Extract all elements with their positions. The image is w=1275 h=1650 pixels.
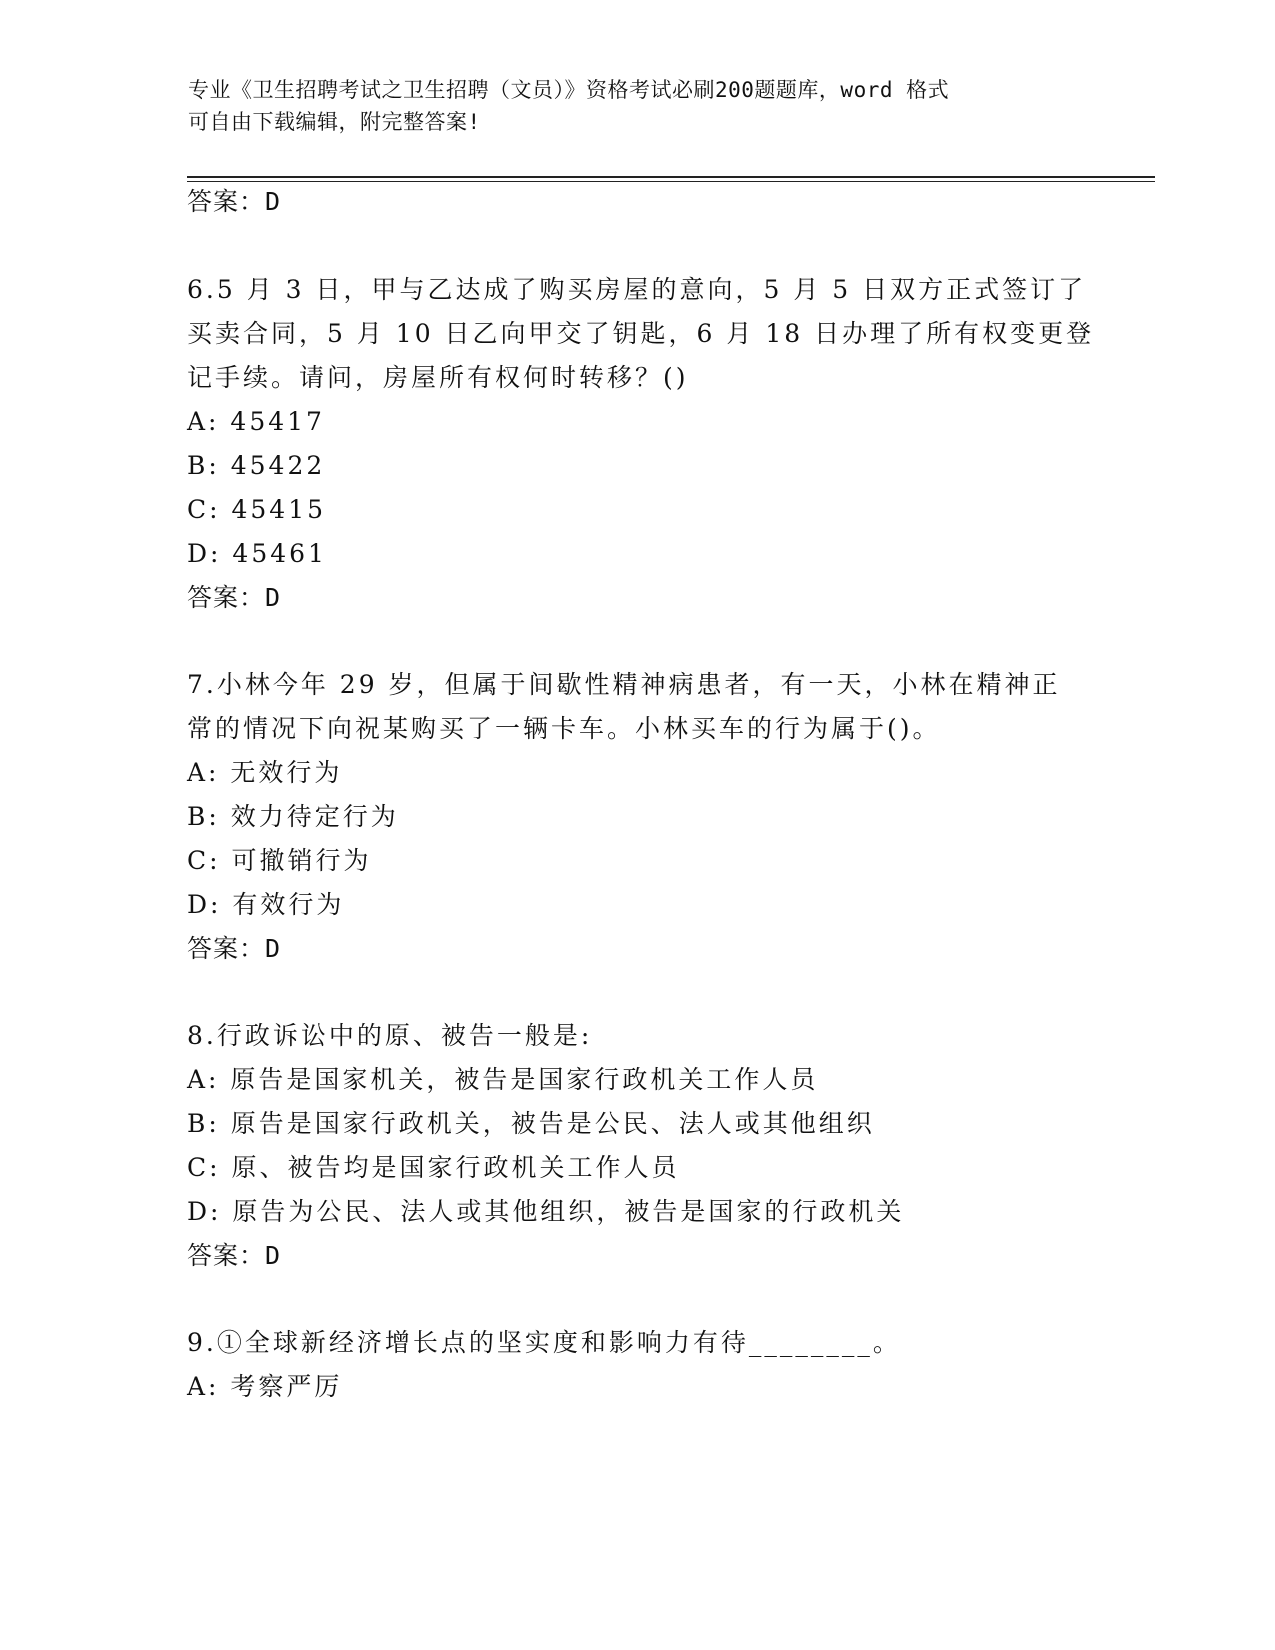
- q6-option-d: D: 45461: [187, 539, 327, 568]
- q7-option-c: C: 可撤销行为: [187, 846, 372, 875]
- q8-option-a: A: 原告是国家机关，被告是国家行政机关工作人员: [187, 1065, 819, 1094]
- q7-answer: 答案：D: [187, 934, 282, 963]
- q8-text-line-1: 8.行政诉讼中的原、被告一般是:: [187, 1021, 593, 1050]
- header-line-1: 专业《卫生招聘考试之卫生招聘（文员）》资格考试必刷200题题库，word 格式: [188, 78, 950, 102]
- q6-option-a: A: 45417: [187, 407, 325, 436]
- q6-text-line-2: 买卖合同，5 月 10 日乙向甲交了钥匙，6 月 18 日办理了所有权变更登: [187, 319, 1095, 348]
- q9-text-line-1: 9.①全球新经济增长点的坚实度和影响力有待________。: [187, 1328, 901, 1357]
- q6-option-b: B: 45422: [187, 451, 326, 480]
- q9-option-a: A: 考察严厉: [187, 1372, 343, 1401]
- q6-option-c: C: 45415: [187, 495, 327, 524]
- q6-text-line-3: 记手续。请问，房屋所有权何时转移？(): [187, 363, 689, 392]
- q8-option-c: C: 原、被告均是国家行政机关工作人员: [187, 1153, 680, 1182]
- q8-option-b: B: 原告是国家行政机关，被告是公民、法人或其他组织: [187, 1109, 875, 1138]
- q7-text-line-1: 7.小林今年 29 岁，但属于间歇性精神病患者，有一天，小林在精神正: [187, 670, 1061, 699]
- page-header: [188, 74, 1088, 138]
- q8-answer: 答案：D: [187, 1241, 282, 1270]
- header-divider-thick: [187, 176, 1155, 178]
- answer-previous: 答案：D: [187, 187, 282, 216]
- q7-option-a: A: 无效行为: [187, 758, 343, 787]
- q7-text-line-2: 常的情况下向祝某购买了一辆卡车。小林买车的行为属于()。: [187, 714, 941, 743]
- header-line-2: 可自由下载编辑，附完整答案!: [188, 110, 481, 134]
- q7-option-b: B: 效力待定行为: [187, 802, 399, 831]
- q6-answer: 答案：D: [187, 583, 282, 612]
- header-divider-thin: [187, 181, 1155, 182]
- q6-text-line-1: 6.5 月 3 日，甲与乙达成了购买房屋的意向，5 月 5 日双方正式签订了: [187, 275, 1087, 304]
- q8-option-d: D: 原告为公民、法人或其他组织，被告是国家的行政机关: [187, 1197, 905, 1226]
- q7-option-d: D: 有效行为: [187, 890, 345, 919]
